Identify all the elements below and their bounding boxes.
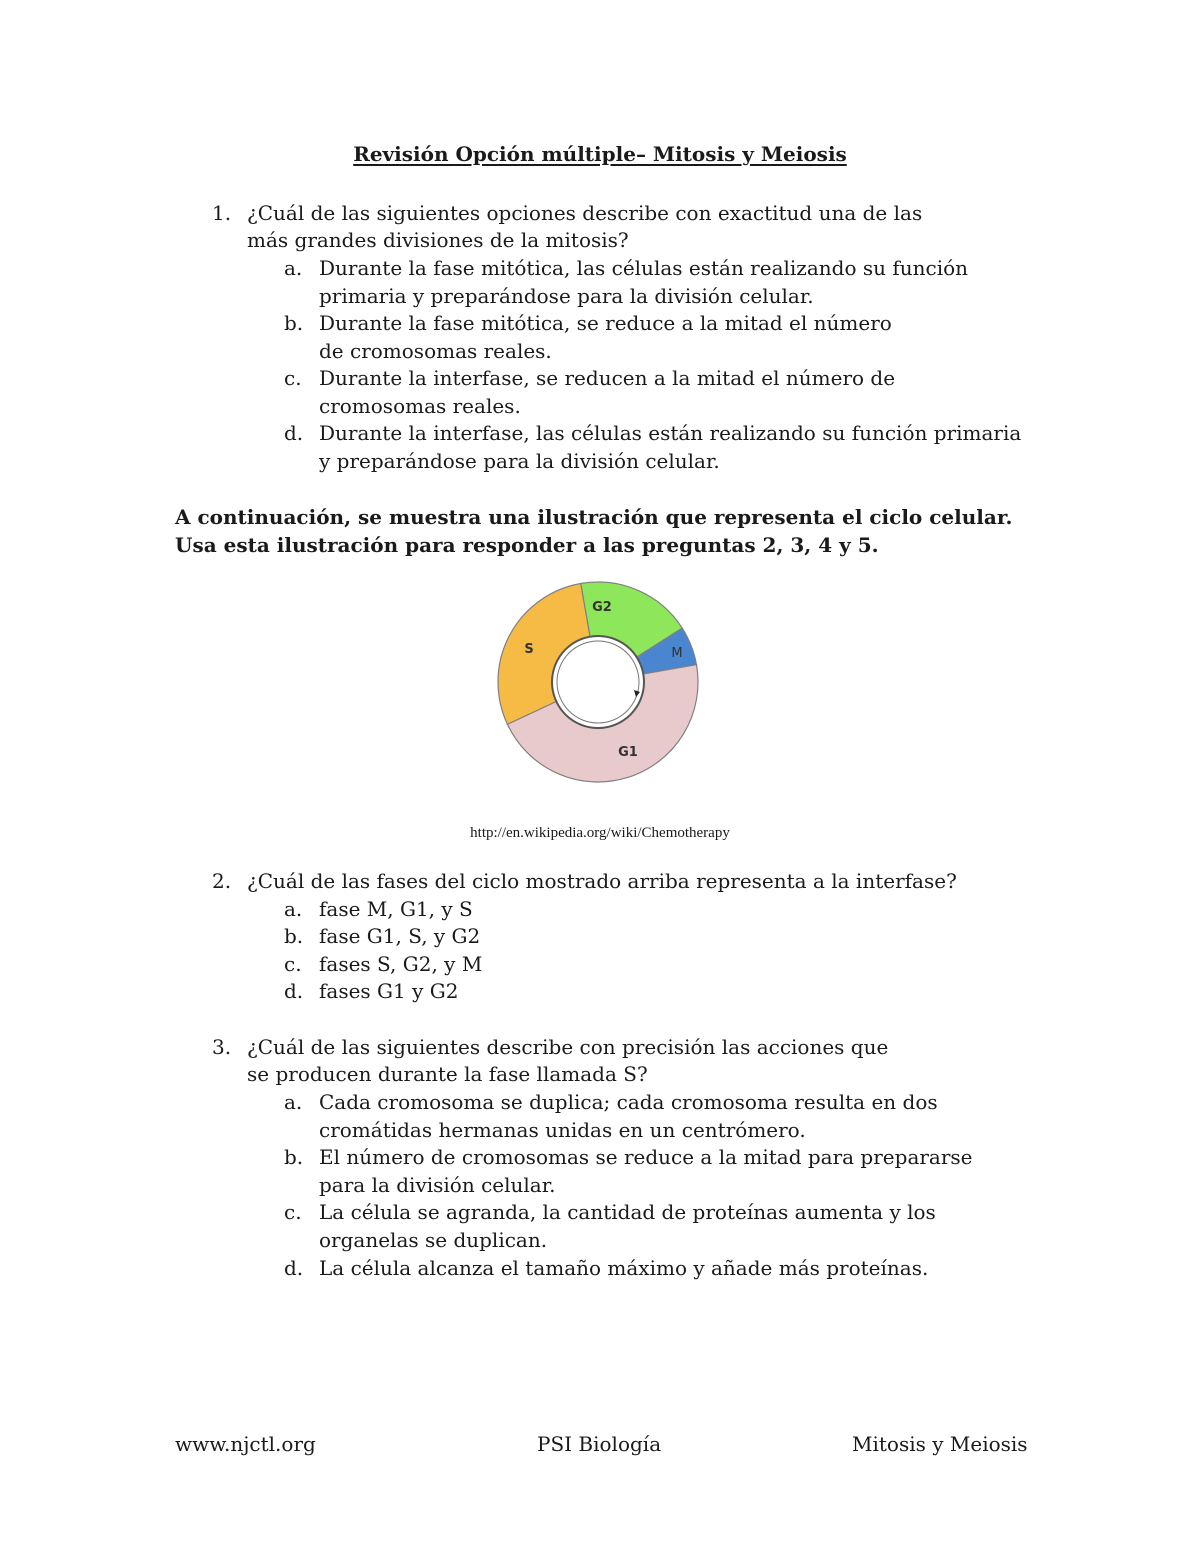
question-3-option-a: Cada cromosoma se duplica; cada cromosoma resulta en dos cromátidas hermanas unidas en un centrómero. xyxy=(319,1090,938,1142)
figure-intro-line-2: Usa esta ilustración para responder a las preguntas 2, 3, 4 y 5. xyxy=(175,533,879,557)
inner-cycle-ring-inner xyxy=(557,641,639,723)
question-2-option-c-letter: c. xyxy=(284,952,302,976)
footer-course: PSI Biología xyxy=(537,1432,662,1456)
question-2-option-b-letter: b. xyxy=(284,924,304,948)
question-2-number: 2. xyxy=(212,869,232,893)
figure-intro-line-1: A continuación, se muestra una ilustración que representa el ciclo celular. xyxy=(175,505,1013,529)
question-3-option-c-letter: c. xyxy=(284,1200,302,1224)
question-1-option-c: Durante la interfase, se reducen a la mitad el número de cromosomas reales. xyxy=(319,366,896,418)
question-3-number: 3. xyxy=(212,1035,232,1059)
question-3-option-b-letter: b. xyxy=(284,1145,304,1169)
question-2-option-b: fase G1, S, y G2 xyxy=(319,924,481,948)
question-3-option-d-letter: d. xyxy=(284,1256,304,1280)
question-1-option-c-letter: c. xyxy=(284,366,302,390)
question-2-option-d-letter: d. xyxy=(284,979,304,1003)
question-2-text: ¿Cuál de las fases del ciclo mostrado arriba representa a la interfase? xyxy=(247,869,957,893)
question-2-option-d: fases G1 y G2 xyxy=(319,979,459,1003)
question-1-option-d: Durante la interfase, las células están realizando su función primaria y preparándose para la división celular. xyxy=(319,421,1022,473)
question-3-text: ¿Cuál de las siguientes describe con precisión las acciones que se producen durante la fase llamada S? xyxy=(247,1035,889,1086)
figure-intro xyxy=(175,503,1075,559)
question-2-option-a-letter: a. xyxy=(284,897,303,921)
footer-website: www.njctl.org xyxy=(175,1432,316,1456)
question-1-option-a-letter: a. xyxy=(284,256,303,280)
question-1-option-a: Durante la fase mitótica, las células están realizando su función primaria y preparándose para la división celular. xyxy=(319,256,969,308)
footer-unit: Mitosis y Meiosis xyxy=(852,1432,1028,1456)
cell-cycle-diagram xyxy=(480,562,725,794)
figure-source-caption: http://en.wikipedia.org/wiki/Chemotherapy xyxy=(470,825,730,841)
segment-label-m: M xyxy=(671,646,683,661)
question-1-number: 1. xyxy=(212,201,232,225)
segment-label-s: S xyxy=(524,642,534,657)
question-3-option-a-letter: a. xyxy=(284,1090,303,1114)
question-1-option-b: Durante la fase mitótica, se reduce a la mitad el número de cromosomas reales. xyxy=(319,311,892,363)
question-3-option-d: La célula alcanza el tamaño máximo y añade más proteínas. xyxy=(319,1256,929,1280)
question-1-option-d-letter: d. xyxy=(284,421,304,445)
question-1-text: ¿Cuál de las siguientes opciones describe con exactitud una de las más grandes divisiones de la mitosis? xyxy=(247,201,923,252)
question-3-option-b: El número de cromosomas se reduce a la mitad para prepararse para la división celular. xyxy=(319,1145,973,1197)
question-2-option-c: fases S, G2, y M xyxy=(319,952,483,976)
question-2-option-a: fase M, G1, y S xyxy=(319,897,473,921)
document-title: Revisión Opción múltiple– Mitosis y Meiosis xyxy=(353,142,847,166)
segment-label-g1: G1 xyxy=(618,745,638,760)
segment-label-g2: G2 xyxy=(592,600,612,615)
question-1-option-b-letter: b. xyxy=(284,311,304,335)
question-3-option-c: La célula se agranda, la cantidad de proteínas aumenta y los organelas se duplican. xyxy=(319,1200,936,1252)
